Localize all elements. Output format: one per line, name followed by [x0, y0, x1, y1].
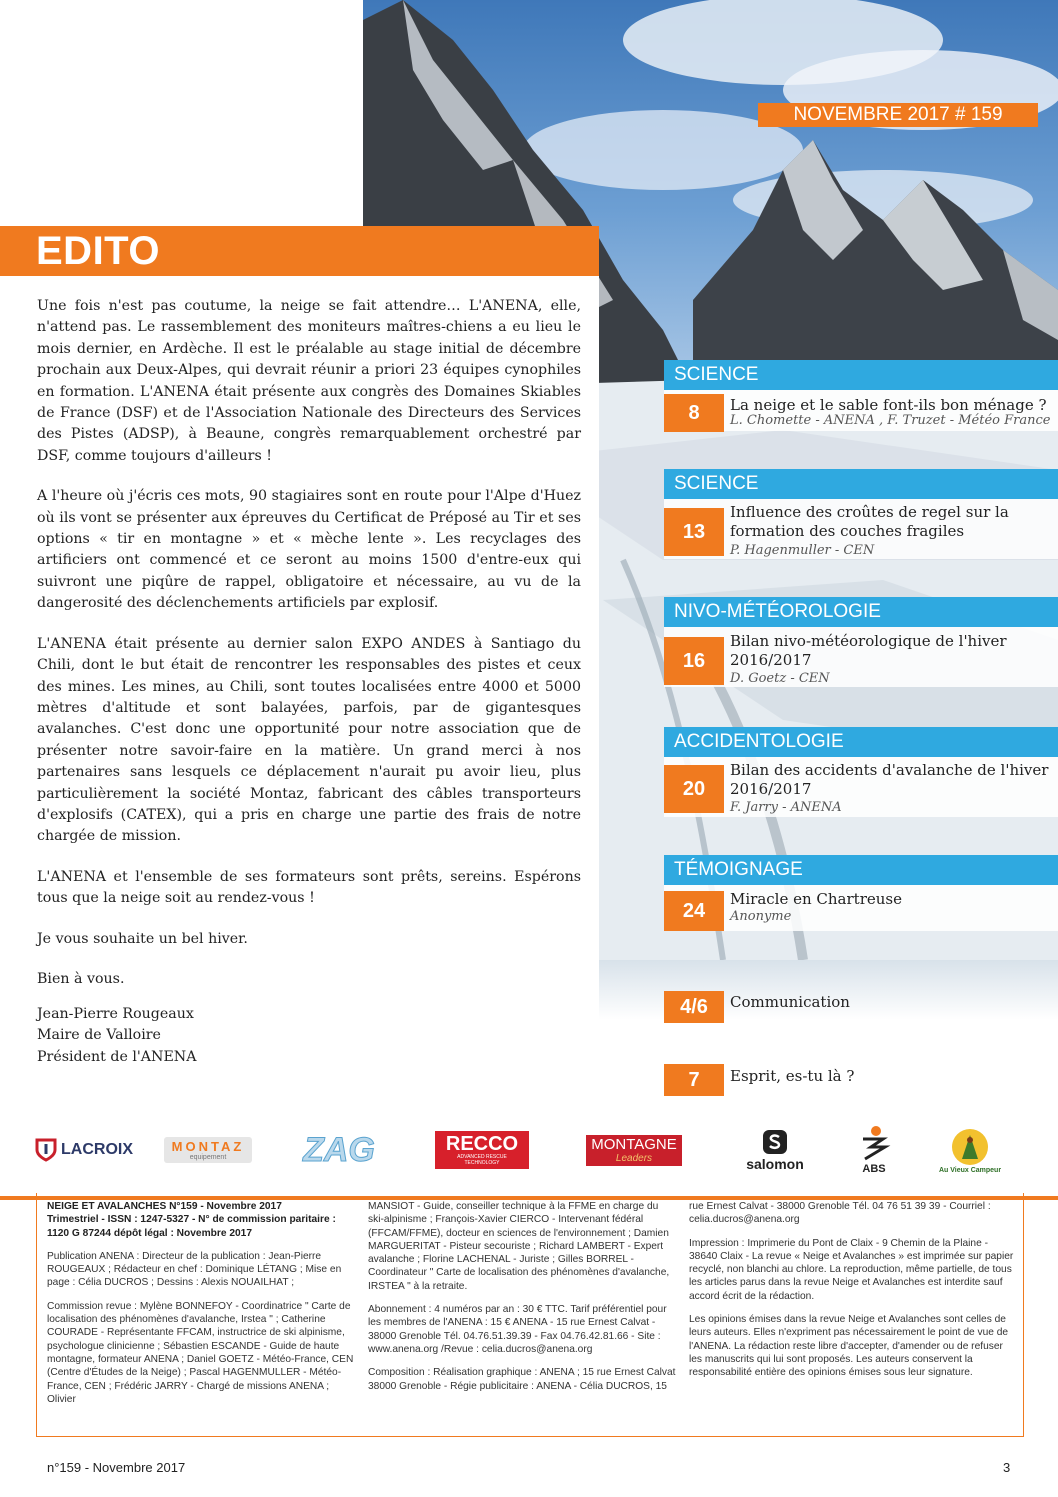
toc-page-number: 13 [664, 508, 724, 556]
toc-page-number: 4/6 [664, 991, 724, 1023]
sponsor-logos [30, 1110, 1030, 1190]
edito-title: EDITO [36, 229, 161, 273]
disclaimer: Les opinions émises dans la revue Neige et Avalanches sont celles de leurs auteurs. Elles n'expriment pas nécessairement le point de vue de l'ANENA. La rédaction reste libre d'accepter, d'amender ou de refuser les manuscrits qui lui sont proposés. Les auteurs conservent la responsabilité entière des opinions émises sous leur signature. [689, 1314, 1009, 1379]
montaz-logo: MONTAZ equipement [158, 1110, 258, 1190]
edito-paragraph: A l'heure où j'écris ces mots, 90 stagiaires sont en route pour l'Alpe d'Huez où ils vont se présenter aux épreuves du Certificat de Préposé au Tir et ses options « tir en montagne » et « mèche lente ». Les recyclages des artificiers ont commencé et ce seront au moins 1500 d'entre-eux qui suivront une piqûre de rappel, obligatoire et nécessaire, au vu de la dangerosité des déclenchements artificiels par explosif. [37, 488, 581, 612]
lacroix-logo: LACROIX [34, 1110, 134, 1190]
toc-article-author: P. Hagenmuller - CEN [730, 543, 875, 558]
footer-column-1 [47, 1200, 360, 1416]
toc-page-number: 8 [664, 394, 724, 432]
composition-info: Composition : Réalisation graphique : ANENA ; 15 rue Ernest Calvat 38000 Grenoble - Régie publicitaire : ANENA - Célia DUCROS, 15 [368, 1367, 676, 1392]
toc-article-title[interactable]: Bilan nivo-météorologique de l'hiver 2016/2017 [730, 632, 1007, 669]
issue-line: n°159 - Novembre 2017 [47, 1460, 186, 1475]
toc-rubric: SCIENCE [664, 360, 1058, 390]
abs-logo: ABS [844, 1110, 904, 1190]
edito-paragraph: Une fois n'est pas coutume, la neige se fait attendre… L'ANENA, elle, n'attend pas. Le rassemblement des moniteurs maîtres-chiens a eu lieu le mois dernier, en Ardèche. Il est le préalable au stage initial de décembre prochain aux Deux-Alpes, qui devrait réunir a priori 23 équipes cynophiles en formation. L'ANENA était présente aux congrès des Domaines Skiables de France (DSF) et de l'Association Nationale des Directeurs des Services des Pistes (ADSP), à Beaune, congrès remarquablement orchestré par DSF, comme toujours d'ailleurs ! [37, 298, 581, 464]
edito-paragraph: Bien à vous. [37, 970, 125, 987]
toc-article-author: D. Goetz - CEN [730, 671, 830, 686]
toc-article-author: Anonyme [730, 909, 792, 924]
vieux-campeur-emblem-icon [950, 1127, 990, 1167]
publication-credits: Publication ANENA : Directeur de la publication : Jean-Pierre ROUGEAUX ; Rédacteur en chef : Dominique LÉTANG ; Mise en page : Célia DUCROS ; Dessins : Alexis NOUAILHAT ; [47, 1250, 342, 1289]
signature-role: Président de l'ANENA [37, 1048, 197, 1065]
footer-column-3 [689, 1200, 1017, 1390]
toc-rubric: TÉMOIGNAGE [664, 855, 1058, 885]
toc-page-number: 24 [664, 891, 724, 931]
signature-name: Jean-Pierre Rougeaux [37, 1006, 194, 1022]
lacroix-shield-icon [35, 1138, 57, 1162]
commission-credits-cont: MANSIOT - Guide, conseiller technique à la FFME en charge du ski-alpinisme ; François-Xavier CIERCO - Intervenant fédéral (FFCAM/FFME), docteur en sciences de l'environnement ; Damien MARGUERITAT - Pisteur secouriste ; Richard LAMBERT - Expert avalanche ; Florine LACHENAL - Juriste ; Gilles BORREL - Coordinateur " Carte de localisation des phénomènes d'avalanche, IRSTEA " à la retraite. [368, 1201, 670, 1292]
footer-column-2 [368, 1200, 676, 1403]
toc-page-number: 20 [664, 765, 724, 813]
toc-rubric: NIVO-MÉTÉOROLOGIE [664, 597, 1058, 627]
page-number: 3 [1003, 1460, 1011, 1475]
issue-tag: NOVEMBRE 2017 # 159 [758, 103, 1038, 127]
toc-article-title[interactable]: Communication [730, 993, 850, 1011]
toc-article-author: F. Jarry - ANENA [730, 800, 842, 815]
toc-article-title[interactable]: Bilan des accidents d'avalanche de l'hiver 2016/2017 [730, 761, 1049, 798]
recco-logo: RECCO ADVANCED RESCUE TECHNOLOGY [435, 1110, 529, 1190]
toc-article-title[interactable]: Influence des croûtes de regel sur la formation des couches fragiles [730, 503, 1009, 540]
issn-line: Trimestriel - ISSN : 1247-5327 - N° de commission paritaire : 1120 G 87244 dépôt légal : Novembre 2017 [47, 1214, 336, 1239]
edito-paragraph: Je vous souhaite un bel hiver. [37, 930, 248, 947]
salomon-emblem-icon [761, 1128, 789, 1156]
salomon-logo: salomon [735, 1110, 815, 1190]
edito-paragraph: L'ANENA était présente au dernier salon EXPO ANDES à Santiago du Chili, dont le but était de rencontrer les responsables des pistes et ceux des mines. Les mines, au Chili, sont toutes localisées entre 4000 et 5000 mètres d'altitude et sont balayées, parfois, par de gigantesques avalanches. C'est donc une opportunité pour notre association que de présenter notre savoir-faire en la matière. Un grand merci à nos partenaires sans lesquels ce déplacement n'aurait pu avoir lieu, plus particulièrement la société Montaz, fabricant des câbles transporteurs d'explosifs (CATEX), qui a pris en charge une partie des frais de notre chargée de mission. [37, 635, 581, 845]
printing-info: Impression : Imprimerie du Pont de Claix - 9 Chemin de la Plaine - 38640 Claix - La revue « Neige et Avalanches » est imprimée sur papier recyclé, non blanchi au chlore. La reproduction, même partielle, de tous les articles parus dans la revue Neige et Avalanches est interdite sauf accord écrit de la rédaction. [689, 1237, 1014, 1302]
zag-logo: ZAG [303, 1130, 375, 1169]
toc-page-number: 16 [664, 637, 724, 685]
address-info: rue Ernest Calvat - 38000 Grenoble Tél. 04 76 51 39 39 - Courriel : celia.ducros@anena.org [689, 1201, 991, 1226]
signature-role: Maire de Valloire [37, 1027, 161, 1044]
toc-article-author: L. Chomette - ANENA , F. Truzet - Météo France [730, 413, 1051, 428]
montagne-leaders-logo: MONTAGNE Leaders [588, 1110, 680, 1190]
toc-rubric: SCIENCE [664, 469, 1058, 499]
edito-paragraph: L'ANENA et l'ensemble de ses formateurs sont prêts, sereins. Espérons tous que la neige soit au rendez-vous ! [37, 868, 581, 907]
signature [37, 1004, 196, 1068]
toc-article-title[interactable]: Miracle en Chartreuse [730, 890, 902, 908]
toc-page-number: 7 [664, 1064, 724, 1096]
toc-article-title[interactable]: Esprit, es-tu là ? [730, 1067, 855, 1085]
abs-emblem-icon [857, 1125, 891, 1163]
toc-article-title[interactable]: La neige et le sable font-ils bon ménage ? [730, 396, 1047, 414]
masthead: NEIGE ET AVALANCHES N°159 - Novembre 2017 [47, 1201, 282, 1212]
subscription-info: Abonnement : 4 numéros par an : 30 € TTC. Tarif préférentiel pour les membres de l'ANENA : 15 € ANENA - 15 rue Ernest Calvat - 38000 Grenoble Tél. 04.76.51.39.39 - Fax 04.76.42.81.66 - Site : www.anena.org /Revue : celia.ducros@anena.org [368, 1304, 667, 1355]
toc-rubric: ACCIDENTOLOGIE [664, 727, 1058, 757]
edito-text [37, 296, 581, 1009]
commission-credits: Commission revue : Mylène BONNEFOY - Coordinatrice " Carte de localisation des phénomènes d'avalanche, Irstea " ; Catherine COURADE - Représentante FFCAM, instructrice de ski alpinisme, psychologue clinicienne ; Sébastien ESCANDE - Guide de haute montagne, formateur ANENA ; Daniel GOETZ - Météo-France, CEN (Centre d'Études de la Neige) ; Pascal HAGENMULLER - Météo-France, CEN ; Frédéric JARRY - Chargé de missions ANENA ; Olivier [47, 1300, 354, 1405]
au-vieux-campeur-logo: Au Vieux Campeur [935, 1110, 1005, 1190]
